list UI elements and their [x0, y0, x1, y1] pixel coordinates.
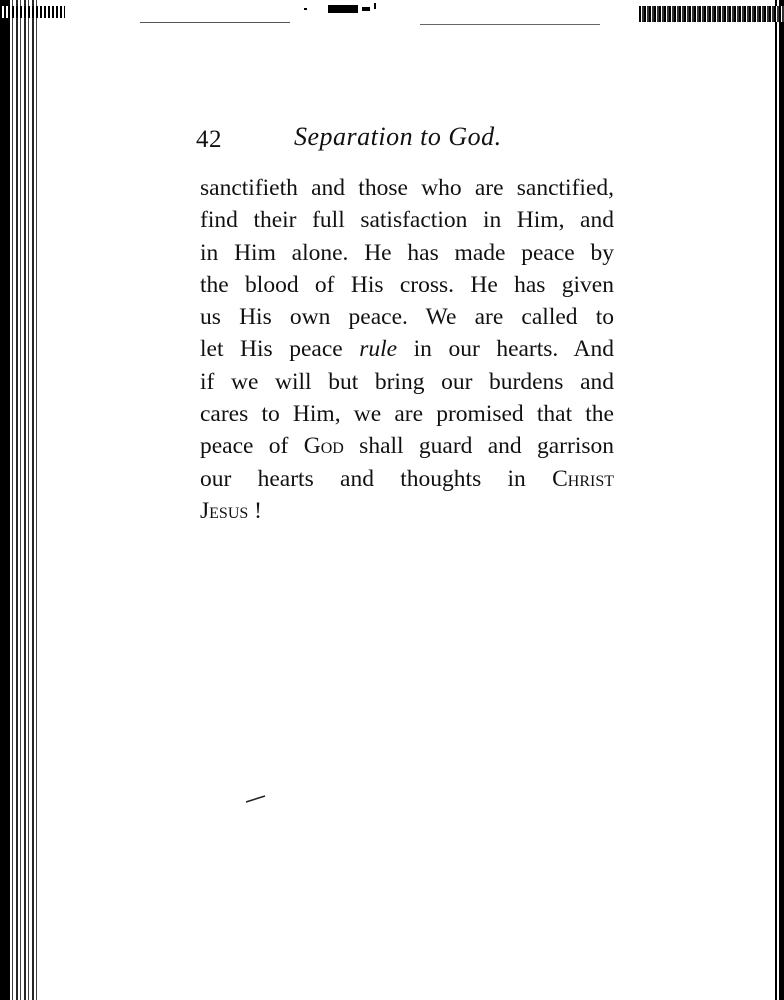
page-header — [196, 122, 616, 158]
text-line — [200, 333, 614, 365]
text-line — [200, 430, 614, 462]
small-caps-word: God — [303, 433, 344, 460]
running-title: Separation to God. — [294, 122, 502, 151]
text-segment: ! — [254, 497, 262, 524]
scanned-right-edge — [772, 0, 784, 1000]
text-line: in Him alone. He has made peace by — [200, 239, 614, 266]
top-scan-line-right — [420, 24, 600, 25]
text-line: sanctifieth and those who are sanctified, — [200, 175, 614, 201]
top-scan-line-left — [140, 22, 290, 23]
scanned-left-edge-solid — [0, 0, 10, 1000]
text-segment: peace of — [200, 433, 289, 460]
text-line — [200, 463, 614, 495]
page-number: 42 — [196, 126, 222, 153]
text-line — [200, 495, 614, 527]
stray-ink-mark — [245, 795, 267, 803]
emphasized-word: rule — [359, 336, 398, 363]
text-line: cares to Him, we are promised that the — [200, 401, 614, 428]
text-line: the blood of His cross. He has given — [200, 271, 614, 298]
text-segment: our hearts and thoughts in — [200, 465, 526, 492]
scanned-top-left-edge — [0, 6, 65, 18]
top-ink-mark — [300, 2, 380, 16]
text-segment: in our hearts. And — [413, 336, 615, 363]
small-caps-word: Christ — [552, 465, 614, 492]
body-paragraph — [200, 172, 614, 527]
text-line: find their full satisfaction in Him, and — [200, 207, 614, 234]
scanned-top-right-edge — [639, 6, 784, 22]
text-segment: shall guard and garrison — [359, 433, 615, 460]
text-line: if we will but bring our burdens and — [200, 368, 614, 395]
text-line: us His own peace. We are called to — [200, 304, 614, 331]
text-segment: let His peace — [200, 336, 343, 363]
small-caps-word: Jesus — [200, 497, 249, 524]
